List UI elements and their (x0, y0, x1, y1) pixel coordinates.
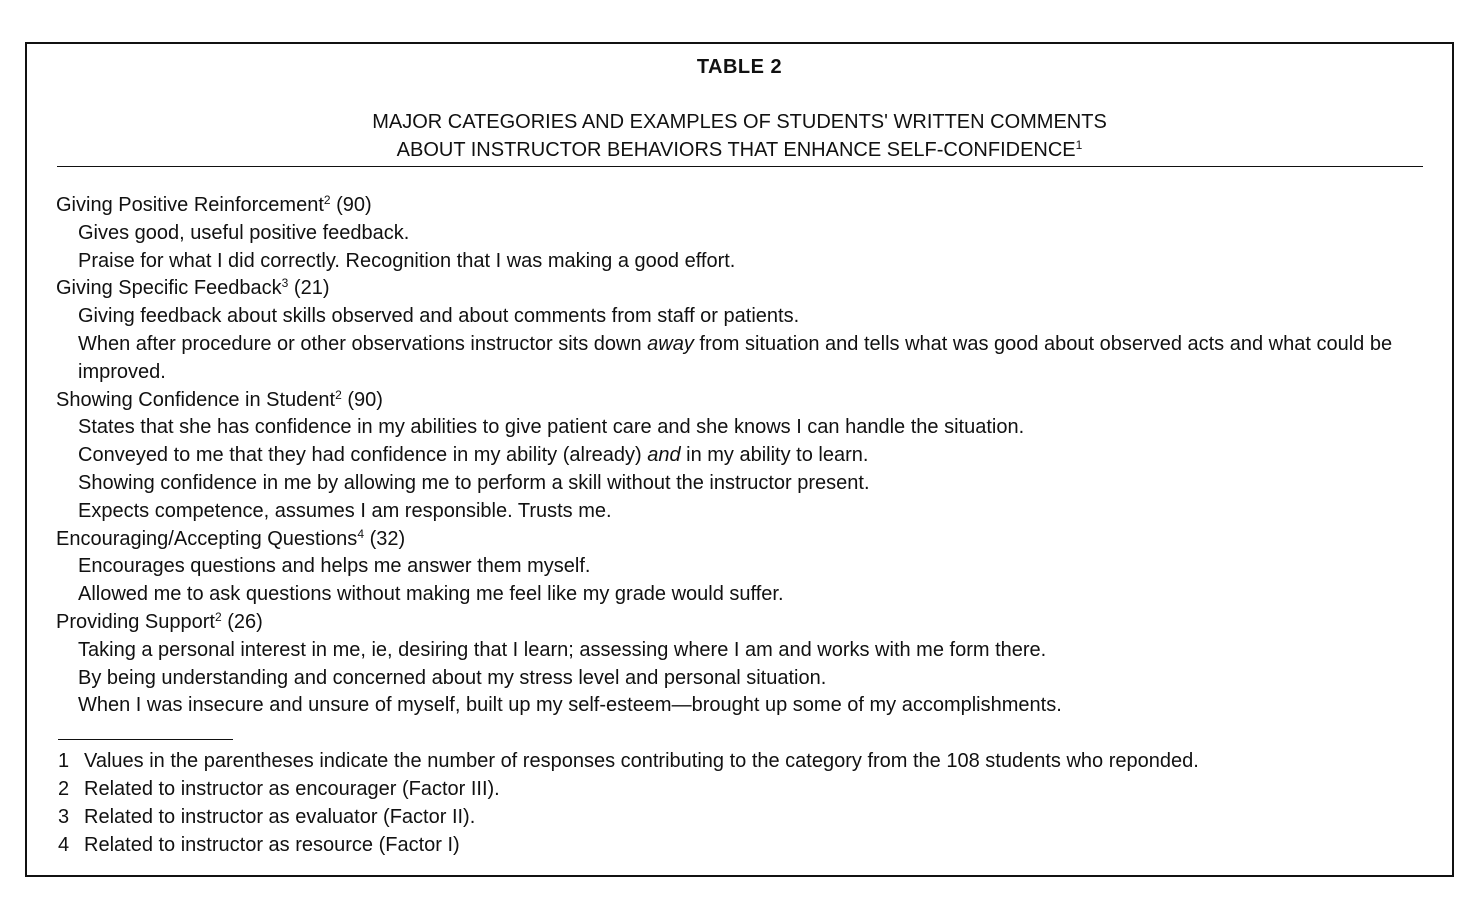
table-frame (25, 42, 1454, 877)
example-text: Conveyed to me that they had confidence in my ability (already) (78, 444, 648, 467)
example-comment: When I was insecure and unsure of myself, built up my self-esteem—brought up some of my accomplishments. (78, 694, 1062, 717)
footnote (58, 747, 1428, 775)
category-footnote-ref: 4 (357, 526, 364, 541)
category-name: Encouraging/Accepting Questions (56, 527, 358, 550)
table-title-line-2 (27, 136, 1452, 164)
table-title-line-1: MAJOR CATEGORIES AND EXAMPLES OF STUDENTS' WRITTEN COMMENTS (372, 111, 1107, 133)
example-comment: Taking a personal interest in me, ie, desiring that I learn; assessing where I am and works with me form there. (78, 638, 1047, 661)
footnote-divider (58, 739, 233, 740)
category-name: Showing Confidence in Student (56, 388, 336, 411)
category-footnote-ref: 2 (335, 387, 342, 402)
category-footnote-ref: 2 (214, 609, 222, 624)
category-count: (32) (369, 527, 406, 550)
example-text: When after procedure or other observations instructor sits down (78, 332, 648, 355)
example-comment: Giving feedback about skills observed and about comments from staff or patients. (78, 305, 800, 328)
category-heading (56, 192, 1428, 220)
table-body (56, 192, 1428, 720)
footnote-text: Values in the parentheses indicate the number of responses contributing to the category from the 108 students who reponded. (84, 750, 1199, 772)
category-count: (90) (336, 194, 372, 216)
example-comment (56, 331, 1428, 387)
title-divider (57, 166, 1423, 167)
footnote-text: Related to instructor as resource (Factor I) (84, 834, 460, 856)
table-label: TABLE 2 (696, 56, 783, 78)
example-comment: Gives good, useful positive feedback. (78, 221, 410, 244)
footnote (58, 775, 1428, 803)
category-heading (56, 526, 1428, 554)
example-comment: Expects competence, assumes I am responsible. Trusts me. (78, 499, 612, 522)
category-name: Giving Specific Feedback (56, 277, 282, 300)
footnote-number: 1 (58, 750, 70, 772)
footnote-number: 3 (58, 806, 70, 828)
table-title (27, 108, 1452, 164)
category-footnote-ref: 2 (323, 193, 331, 207)
footnote-number: 2 (58, 778, 70, 800)
footnote (58, 831, 1428, 859)
example-emphasis: and (647, 444, 681, 467)
example-comment (56, 442, 1428, 470)
category-heading (56, 387, 1428, 415)
category-count: (90) (347, 388, 383, 411)
table-title-line-2-text: ABOUT INSTRUCTOR BEHAVIORS THAT ENHANCE SELF-CONFIDENCE (396, 139, 1076, 161)
footnote-number: 4 (58, 834, 70, 856)
example-comment: Allowed me to ask questions without making me feel like my grade would suffer. (78, 583, 784, 606)
category-count: (21) (293, 277, 330, 300)
example-text: from situation and tells what was good about observed acts and what could be improved. (78, 332, 1393, 383)
example-text: in my ability to learn. (680, 444, 869, 467)
category-heading (56, 609, 1428, 637)
example-comment: By being understanding and concerned about my stress level and personal situation. (78, 666, 827, 689)
category-name: Providing Support (56, 610, 215, 633)
example-comment: States that she has confidence in my abilities to give patient care and she knows I can handle the situation. (78, 416, 1025, 439)
category-name: Giving Positive Reinforcement (56, 194, 324, 216)
footnote-text: Related to instructor as evaluator (Factor II). (84, 806, 476, 828)
footnotes (58, 747, 1428, 859)
category-footnote-ref: 3 (281, 276, 289, 291)
title-footnote-ref: 1 (1075, 138, 1083, 152)
example-comment: Showing confidence in me by allowing me to perform a skill without the instructor present. (78, 471, 870, 494)
example-comment: Encourages questions and helps me answer them myself. (78, 555, 591, 578)
footnote-text: Related to instructor as encourager (Factor III). (84, 778, 500, 800)
example-comment: Praise for what I did correctly. Recognition that I was making a good effort. (78, 249, 736, 272)
category-count: (26) (227, 610, 263, 633)
category-heading (56, 275, 1428, 303)
footnote (58, 803, 1428, 831)
example-emphasis: away (647, 332, 694, 355)
